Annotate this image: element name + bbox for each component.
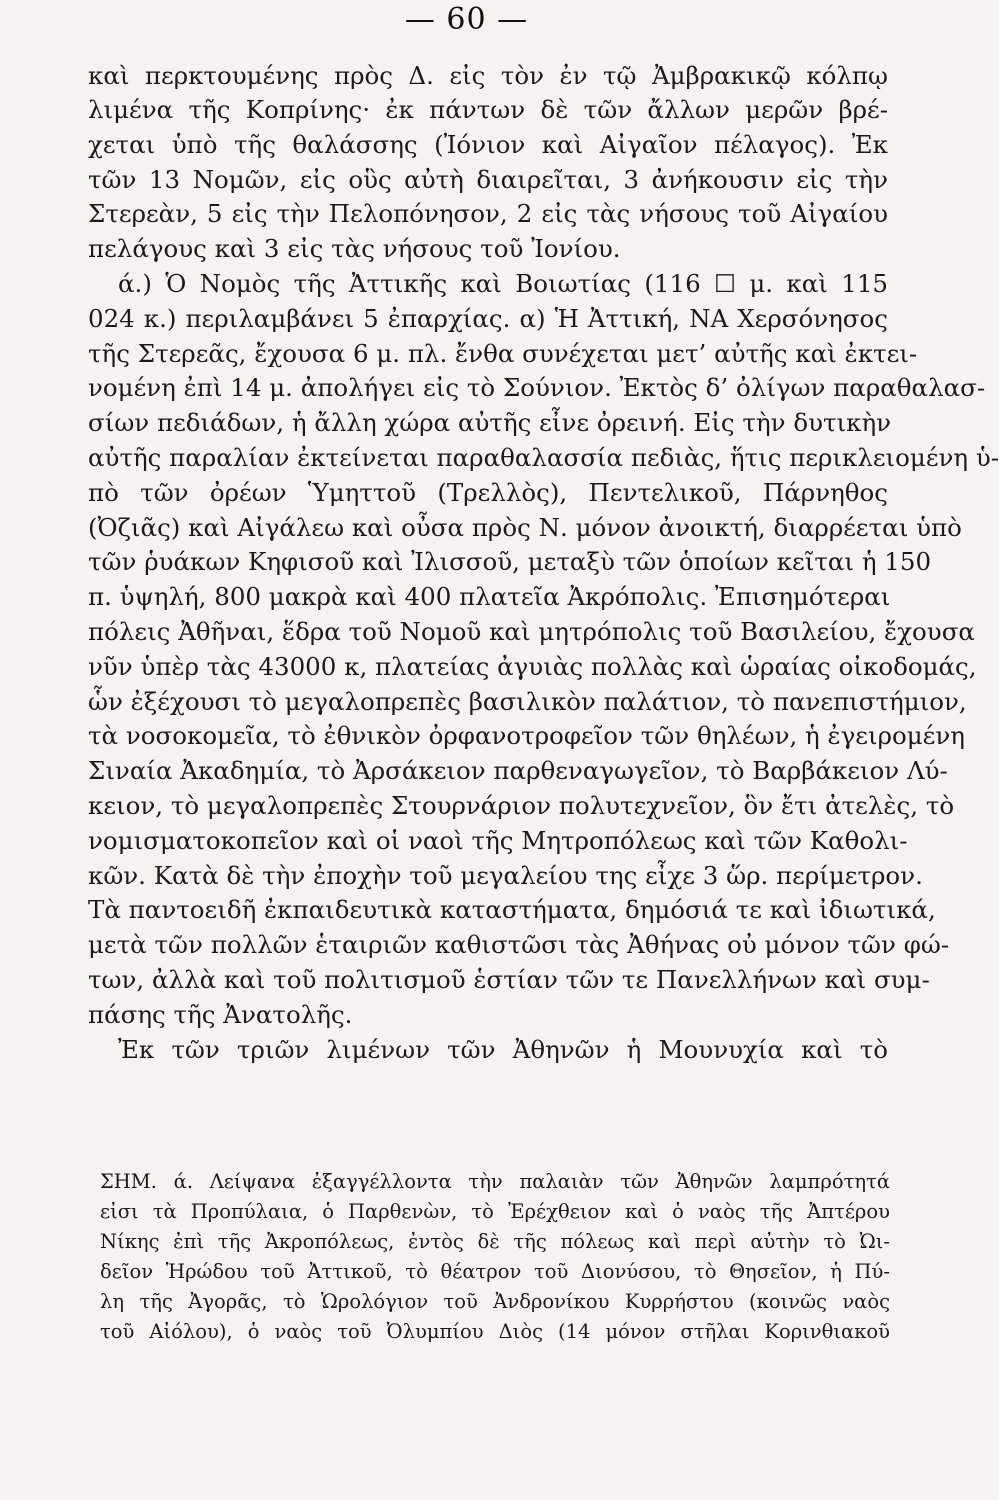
body-line: χεται ὑπὸ τῆς θαλάσσης (Ἰόνιον καὶ Αἰγαῖον πέλαγος). Ἐκ (88, 130, 888, 159)
body-line: σίων πεδιάδων, ἡ ἄλλη χώρα αὐτῆς εἶνε ὀρεινή. Εἰς τὴν δυτικὴν (88, 408, 892, 437)
body-line: Σιναία Ἀκαδημία, τὸ Ἀρσάκειον παρθεναγωγεῖον, τὸ Βαρβάκειον Λύ- (88, 756, 948, 785)
body-line: κειον, τὸ μεγαλοπρεπὲς Στουρνάριον πολυτεχνεῖον, ὃν ἔτι ἀτελὲς, τὸ (88, 791, 955, 820)
body-line: (Ὀζιᾶς) καὶ Αἰγάλεω καὶ οὖσα πρὸς Ν. μόνον ἀνοικτή, διαρρέεται ὑπὸ (88, 513, 962, 542)
body-line: ὧν ἐξέχουσι τὸ μεγαλοπρεπὲς βασιλικὸν παλάτιον, τὸ πανεπιστήμιον, (88, 687, 967, 716)
body-line: Στερεὰν, 5 εἰς τὴν Πελοπόνησον, 2 εἰς τὰς νήσους τοῦ Αἰγαίου (88, 199, 888, 228)
section-heading-line: ά.) Ὁ Νομὸς τῆς Ἀττικῆς καὶ Βοιωτίας (116 ☐ μ. καὶ 115 (118, 269, 888, 298)
body-line: τῶν 13 Νομῶν, εἰς οὓς αὐτὴ διαιρεῖται, 3 ἀνήκουσιν εἰς τὴν (88, 165, 888, 194)
body-line: καὶ περκτουμένης πρὸς Δ. εἰς τὸν ἐν τῷ Ἀμβρακικῷ κόλπῳ (88, 61, 888, 90)
body-line: νῦν ὑπὲρ τὰς 43000 κ, πλατείας ἀγυιὰς πολλὰς καὶ ὡραίας οἰκοδομάς, (88, 652, 977, 681)
body-line: αὐτῆς παραλίαν ἐκτείνεται παραθαλασσία πεδιὰς, ἥτις περικλειομένη ὑ- (88, 443, 999, 472)
body-line: π. ὑψηλή, 800 μακρὰ καὶ 400 πλατεῖα Ἀκρόπολις. Ἐπισημότεραι (88, 582, 891, 611)
body-line: πόλεις Ἀθῆναι, ἕδρα τοῦ Νομοῦ καὶ μητρόπολις τοῦ Βασιλείου, ἔχουσα (88, 617, 975, 646)
body-line: Τὰ παντοειδῆ ἐκπαιδευτικὰ καταστήματα, δημόσιά τε καὶ ἰδιωτικά, (88, 895, 936, 924)
footnote-line: λη τῆς Ἀγορᾶς, τὸ Ὡρολόγιον τοῦ Ἀνδρονίκου Κυρρήστου (κοινῶς ναὸς (100, 1290, 890, 1313)
body-line: τῆς Στερεᾶς, ἔχουσα 6 μ. πλ. ἔνθα συνέχεται μετ’ αὐτῆς καὶ ἐκτει- (88, 339, 918, 368)
body-line: τὰ νοσοκομεῖα, τὸ ἐθνικὸν ὀρφανοτροφεῖον τῶν θηλέων, ἡ ἐγειρομένη (88, 721, 965, 750)
body-line: μετὰ τῶν πολλῶν ἑταιριῶν καθιστῶσι τὰς Ἀθήνας οὐ μόνον τῶν φώ- (88, 930, 950, 959)
body-line: λιμένα τῆς Κοπρίνης· ἐκ πάντων δὲ τῶν ἄλλων μερῶν βρέ- (88, 95, 888, 124)
body-line: των, ἀλλὰ καὶ τοῦ πολιτισμοῦ ἑστίαν τῶν τε Πανελλήνων καὶ συμ- (88, 965, 930, 994)
body-line: κῶν. Κατὰ δὲ τὴν ἐποχὴν τοῦ μεγαλείου της εἶχε 3 ὥρ. περίμετρον. (88, 861, 923, 890)
footnote-line: τοῦ Αἰόλου), ὁ ναὸς τοῦ Ὀλυμπίου Διὸς (14 μόνον στῆλαι Κορινθιακοῦ (100, 1320, 890, 1343)
body-line: 024 κ.) περιλαμβάνει 5 ἐπαρχίας. α) Ἡ Ἀττική, ΝΑ Χερσόνησος (88, 304, 888, 333)
body-line: νομισματοκοπεῖον καὶ οἱ ναοὶ τῆς Μητροπόλεως καὶ τῶν Καθολι- (88, 826, 908, 855)
body-line: τῶν ῥυάκων Κηφισοῦ καὶ Ἰλισσοῦ, μεταξὺ τῶν ὁποίων κεῖται ἡ 150 (88, 547, 932, 576)
body-line: Ἐκ τῶν τριῶν λιμένων τῶν Ἀθηνῶν ἡ Μουνυχία καὶ τὸ (118, 1035, 888, 1064)
footnote-line: εἰσι τὰ Προπύλαια, ὁ Παρθενὼν, τὸ Ἐρέχθειον καὶ ὁ ναὸς τῆς Ἀπτέρου (100, 1200, 890, 1223)
body-line: νομένη ἐπὶ 14 μ. ἀπολήγει εἰς τὸ Σούνιον. Ἐκτὸς δ’ ὀλίγων παραθαλασ- (88, 373, 986, 402)
footnote-line: Νίκης ἐπὶ τῆς Ἀκροπόλεως, ἐντὸς δὲ τῆς πόλεως καὶ περὶ αὐτὴν τὸ Ὠι- (100, 1230, 890, 1253)
footnote-line: ΣΗΜ. ά. Λείψανα ἐξαγγέλλοντα τὴν παλαιὰν τῶν Ἀθηνῶν λαμπρότητά (100, 1170, 890, 1193)
body-line: πὸ τῶν ὀρέων Ὑμηττοῦ (Τρελλὸς), Πεντελικοῦ, Πάρνηθος (88, 478, 888, 507)
page-number: — 60 — (404, 2, 529, 37)
footnote-line: δεῖον Ἡρώδου τοῦ Ἀττικοῦ, τὸ θέατρον τοῦ Διονύσου, τὸ Θησεῖον, ἡ Πύ- (100, 1260, 890, 1283)
body-line: πάσης τῆς Ἀνατολῆς. (88, 1000, 353, 1029)
body-line: πελάγους καὶ 3 εἰς τὰς νήσους τοῦ Ἰονίου. (88, 234, 621, 263)
